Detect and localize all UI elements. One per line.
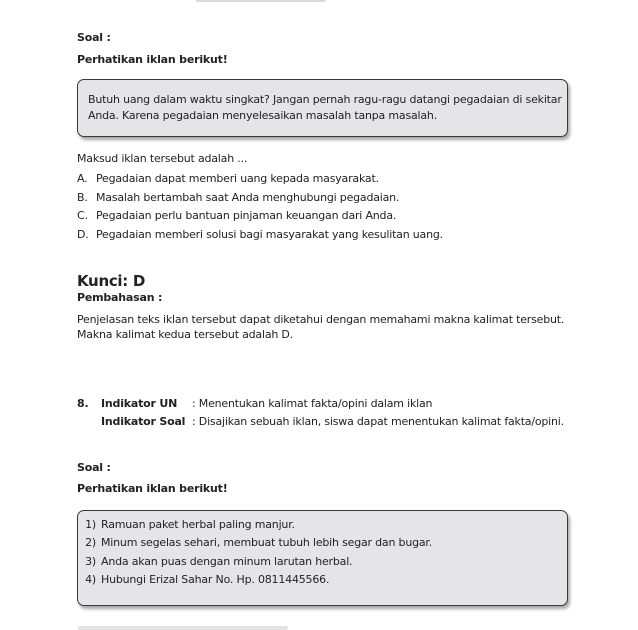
cropped-text-fragment (78, 626, 288, 630)
cropped-text-fragment (196, 0, 326, 2)
question-text: Maksud iklan tersebut adalah ... (77, 152, 248, 165)
option-letter: B. (77, 191, 88, 204)
option-a (77, 172, 379, 186)
option-letter: C. (77, 209, 88, 222)
instruction: Perhatikan iklan berikut! (77, 53, 228, 66)
option-b (77, 191, 399, 205)
ad-item (78, 536, 432, 550)
ad-item (78, 555, 352, 569)
question-number: 8. (77, 397, 89, 410)
ad-text-line-1: Butuh uang dalam waktu singkat? Jangan pernah ragu-ragu datangi pegadaian di sekitar (88, 93, 562, 106)
ad-item-text: Anda akan puas dengan minum larutan herbal. (101, 555, 353, 568)
discussion-label: Pembahasan : (77, 291, 163, 304)
option-d (77, 228, 443, 242)
option-text: Pegadaian dapat memberi uang kepada masyarakat. (96, 172, 379, 185)
option-letter: D. (77, 228, 89, 241)
answer-key: Kunci: D (77, 272, 146, 290)
indikator-un-label: Indikator UN (101, 397, 178, 410)
option-text: Masalah bertambah saat Anda menghubungi pegadaian. (96, 191, 400, 204)
option-text: Pegadaian memberi solusi bagi masyarakat yang kesulitan uang. (96, 228, 443, 241)
option-c (77, 209, 396, 223)
soal-label: Soal : (77, 461, 111, 474)
option-text: Pegadaian perlu bantuan pinjaman keuangan dari Anda. (96, 209, 397, 222)
indikator-un-text: : Menentukan kalimat fakta/opini dalam iklan (192, 397, 433, 410)
indikator-soal-text: : Disajikan sebuah iklan, siswa dapat menentukan kalimat fakta/opini. (192, 415, 564, 428)
discussion-line-2: Makna kalimat kedua tersebut adalah D. (77, 328, 294, 341)
ad-item-number: 3) (85, 555, 96, 568)
ad-item-number: 2) (85, 536, 96, 549)
ad-item-number: 1) (85, 518, 96, 531)
ad-box (77, 79, 568, 137)
ad-item-text: Hubungi Erizal Sahar No. Hp. 0811445566. (101, 573, 330, 586)
instruction: Perhatikan iklan berikut! (77, 482, 228, 495)
ad-item (78, 573, 329, 587)
ad-item-text: Minum segelas sehari, membuat tubuh lebih segar dan bugar. (101, 536, 433, 549)
indikator-soal-label: Indikator Soal (101, 415, 186, 428)
option-letter: A. (77, 172, 88, 185)
ad-item-text: Ramuan paket herbal paling manjur. (101, 518, 295, 531)
ad-text-line-2: Anda. Karena pegadaian menyelesaikan masalah tanpa masalah. (88, 109, 437, 122)
soal-label: Soal : (77, 31, 111, 44)
ad-item-number: 4) (85, 573, 96, 586)
discussion-line-1: Penjelasan teks iklan tersebut dapat diketahui dengan memahami makna kalimat tersebut. (77, 313, 565, 326)
ad-item (78, 518, 295, 532)
